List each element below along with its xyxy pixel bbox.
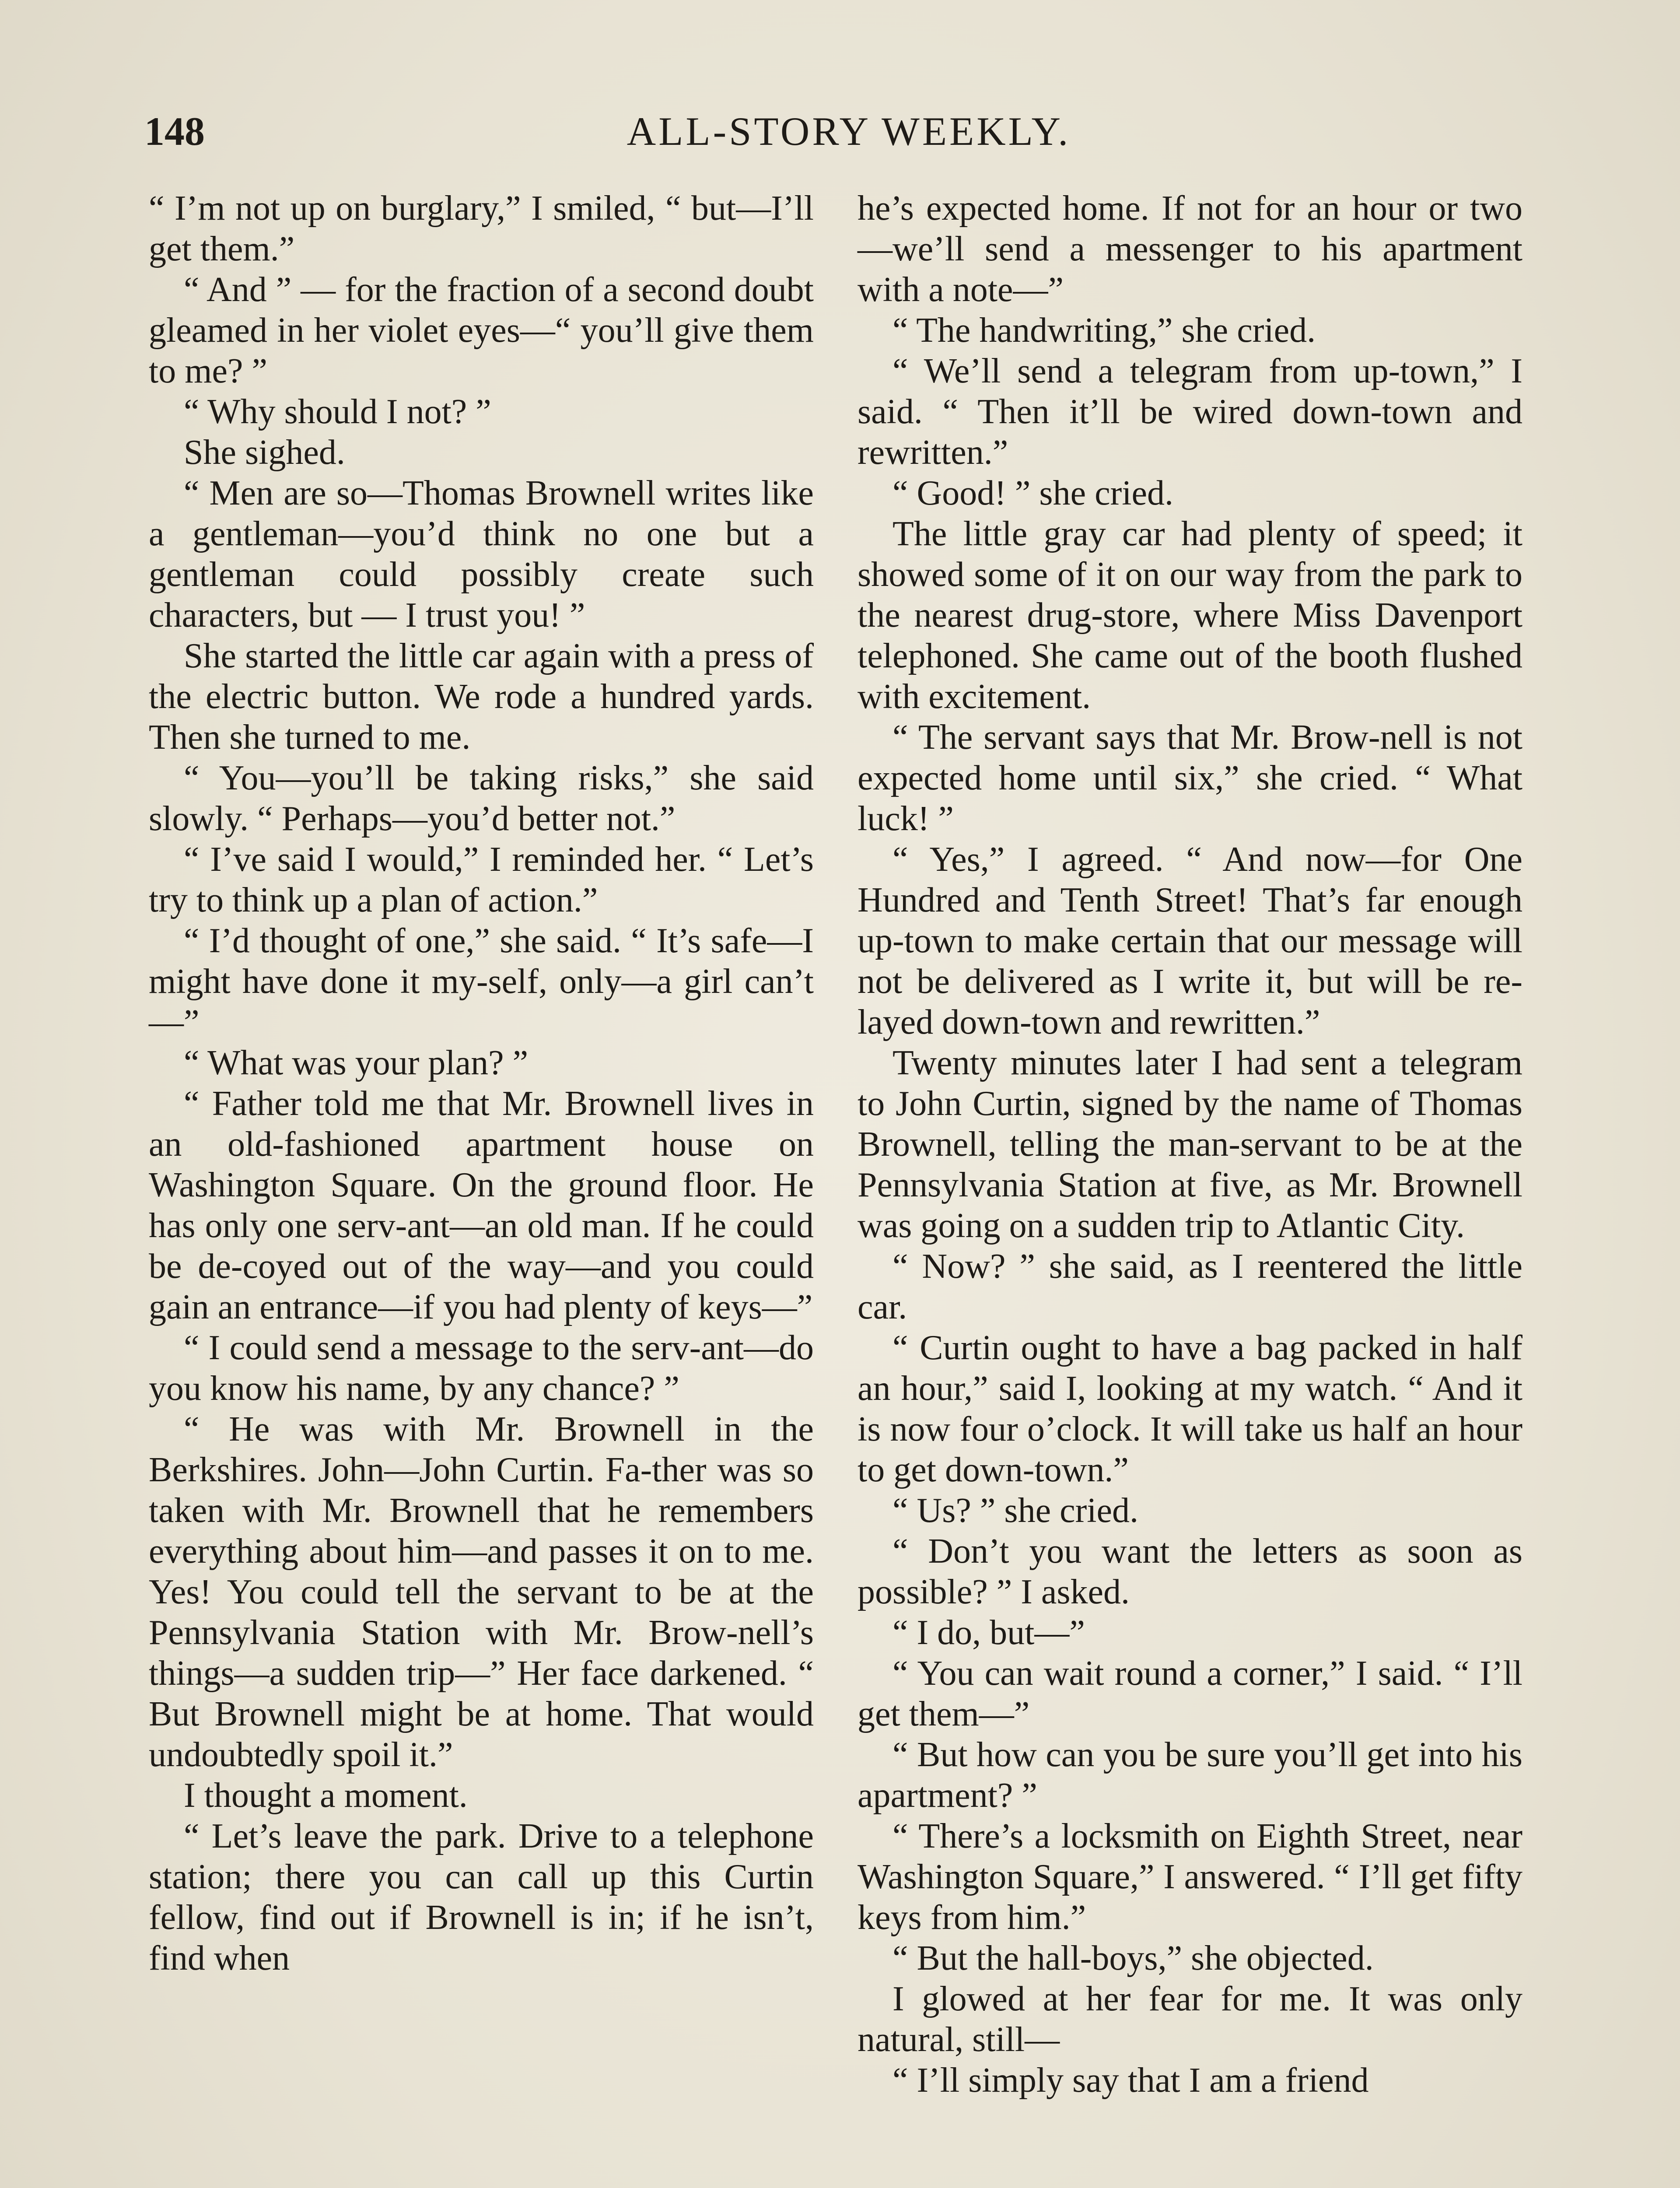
paragraph: “ Yes,” I agreed. “ And now—for One Hundred and Tenth Street! That’s far enough up-town to make certain that our message will not be delivered as I write it, but will be re-layed down-town and rewritten.”: [858, 840, 1522, 1041]
paragraph: “ Good! ” she cried.: [892, 474, 1173, 512]
paragraph: “ Curtin ought to have a bag packed in half an hour,” said I, looking at my watch. “ And it is now four o’clock. It will take us half an hour to get down-town.”: [858, 1329, 1522, 1489]
paragraph: She sighed.: [184, 433, 345, 472]
left-text-column: [149, 188, 814, 1979]
paragraph: “ But how can you be sure you’ll get into his apartment? ”: [858, 1736, 1522, 1815]
paragraph: I thought a moment.: [184, 1776, 468, 1815]
paragraph: “ Why should I not? ”: [184, 393, 491, 431]
paragraph: “ Men are so—Thomas Brownell writes like a gentleman—you’d think no one but a gentleman could possibly create such characters, but — I trust you! ”: [149, 474, 814, 635]
paragraph: “ I’ve said I would,” I reminded her. “ Let’s try to think up a plan of action.”: [149, 840, 814, 919]
paragraph: “ You—you’ll be taking risks,” she said slowly. “ Perhaps—you’d better not.”: [149, 759, 814, 838]
paragraph: “ The handwriting,” she cried.: [892, 311, 1316, 350]
paragraph: “ Us? ” she cried.: [892, 1491, 1138, 1530]
paragraph: “ But the hall-boys,” she objected.: [892, 1939, 1374, 1978]
paragraph: The little gray car had plenty of speed; it showed some of it on our way from the park to the nearest drug-store, where Miss Davenport telephoned. She came out of the booth flushed with excitement.: [858, 515, 1522, 716]
paragraph: “ We’ll send a telegram from up-town,” I said. “ Then it’ll be wired down-town and rewritten.”: [858, 352, 1522, 472]
paragraph: “ Now? ” she said, as I reentered the little car.: [858, 1247, 1522, 1326]
paragraph: “ I’ll simply say that I am a friend: [892, 2061, 1369, 2100]
paragraph: “ Father told me that Mr. Brownell lives in an old-fashioned apartment house on Washington Square. On the ground floor. He has only one serv-ant—an old man. If he could be de-coyed out of the way—and you could gain an entrance—if you had plenty of keys—”: [149, 1084, 814, 1326]
paragraph: “ I’m not up on burglary,” I smiled, “ but—I’ll get them.”: [149, 189, 814, 268]
paragraph: “ You can wait round a corner,” I said. “ I’ll get them—”: [858, 1654, 1522, 1733]
right-text-column: [858, 188, 1522, 2101]
paragraph: She started the little car again with a press of the electric button. We rode a hundred yards. Then she turned to me.: [149, 637, 814, 757]
paragraph: Twenty minutes later I had sent a telegram to John Curtin, signed by the name of Thomas Brownell, telling the man-servant to be at the Pennsylvania Station at five, as Mr. Brownell was going on a sudden trip to Atlantic City.: [858, 1044, 1522, 1245]
paragraph: “ And ” — for the fraction of a second doubt gleamed in her violet eyes—“ you’ll give them to me? ”: [149, 270, 814, 390]
paragraph: “ Don’t you want the letters as soon as possible? ” I asked.: [858, 1532, 1522, 1611]
running-head: [144, 101, 1553, 162]
paragraph: “ What was your plan? ”: [184, 1044, 528, 1082]
paragraph: “ Let’s leave the park. Drive to a telephone station; there you can call up this Curtin fellow, find out if Brownell is in; if he isn’t, find when: [149, 1817, 814, 1978]
paragraph: “ I do, but—”: [892, 1613, 1085, 1652]
paragraph: he’s expected home. If not for an hour or two—we’ll send a messenger to his apartment with a note—”: [858, 189, 1522, 309]
page-header-title: ALL-STORY WEEKLY.: [626, 109, 1071, 154]
paragraph: “ He was with Mr. Brownell in the Berkshires. John—John Curtin. Fa-ther was so taken with Mr. Brownell that he remembers everything about him—and passes it on to me. Yes! You could tell the servant to be at the Pennsylvania Station with Mr. Brow-nell’s things—a sudden trip—” Her face darkened. “ But Brownell might be at home. That would undoubtedly spoil it.”: [149, 1410, 814, 1774]
paragraph: “ I could send a message to the serv-ant—do you know his name, by any chance? ”: [149, 1329, 814, 1408]
paragraph: I glowed at her fear for me. It was only natural, still—: [858, 1980, 1522, 2059]
page-number: 148: [144, 109, 205, 154]
paragraph: “ There’s a locksmith on Eighth Street, near Washington Square,” I answered. “ I’ll get fifty keys from him.”: [858, 1817, 1522, 1937]
paragraph: “ I’d thought of one,” she said. “ It’s safe—I might have done it my-self, only—a girl can’t—”: [149, 922, 814, 1041]
paragraph: “ The servant says that Mr. Brow-nell is not expected home until six,” she cried. “ What luck! ”: [858, 718, 1522, 838]
